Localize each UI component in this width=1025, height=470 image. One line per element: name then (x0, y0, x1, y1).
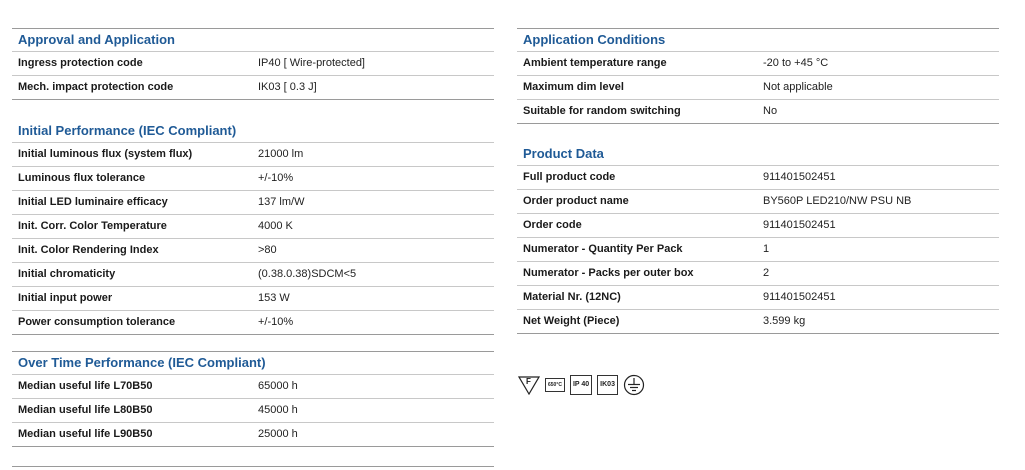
table-row (12, 375, 494, 399)
row-label: Initial input power (18, 292, 113, 304)
table-row (12, 263, 494, 287)
glow-wire-icon: 650°C (545, 378, 565, 392)
row-value: 1 (763, 243, 770, 255)
ik-rating-icon: IK03 (597, 375, 618, 395)
table-row (12, 239, 494, 263)
row-label: Init. Color Rendering Index (18, 244, 159, 256)
table-row (517, 166, 999, 190)
table-row (517, 76, 999, 100)
certification-icons (518, 374, 645, 396)
row-value: 153 W (258, 292, 290, 304)
row-value: 45000 h (258, 404, 298, 416)
row-value: 137 lm/W (258, 196, 305, 208)
row-label: Initial chromaticity (18, 268, 116, 280)
row-value: 911401502451 (763, 219, 836, 231)
table-row (12, 52, 494, 76)
row-label: Numerator - Packs per outer box (523, 267, 694, 279)
table-row (12, 399, 494, 423)
row-label: Ambient temperature range (523, 57, 667, 69)
initial-performance-section (12, 120, 494, 335)
table-row (12, 215, 494, 239)
row-value: >80 (258, 244, 277, 256)
row-label: Mech. impact protection code (18, 81, 174, 93)
section-title-overtime: Over Time Performance (IEC Compliant) (12, 352, 494, 375)
row-value: 911401502451 (763, 291, 836, 303)
table-row (517, 262, 999, 286)
over-time-section (12, 351, 494, 447)
table-row (517, 238, 999, 262)
table-row (517, 190, 999, 214)
table-row (12, 423, 494, 447)
row-value: +/-10% (258, 172, 294, 184)
f-mark-label: F (526, 377, 531, 386)
divider (12, 466, 494, 467)
row-value: Not applicable (763, 81, 833, 93)
product-data-section (517, 143, 999, 334)
section-title-product: Product Data (517, 143, 999, 166)
table-row (12, 287, 494, 311)
row-label: Full product code (523, 171, 616, 183)
row-value: 3.599 kg (763, 315, 806, 327)
section-title-conditions: Application Conditions (517, 29, 999, 52)
row-label: Material Nr. (12NC) (523, 291, 621, 303)
row-value: BY560P LED210/NW PSU NB (763, 195, 912, 207)
table-row (12, 311, 494, 335)
row-value: 4000 K (258, 220, 293, 232)
row-value: -20 to +45 °C (763, 57, 829, 69)
row-label: Ingress protection code (18, 57, 143, 69)
row-label: Numerator - Quantity Per Pack (523, 243, 683, 255)
row-label: Suitable for random switching (523, 105, 681, 117)
row-label: Median useful life L70B50 (18, 380, 153, 392)
f-mark-icon (518, 375, 540, 395)
row-value: (0.38.0.38)SDCM<5 (258, 268, 357, 280)
table-row (12, 76, 494, 100)
approval-section (12, 28, 494, 100)
table-row (517, 310, 999, 334)
row-label: Maximum dim level (523, 81, 624, 93)
row-value: 911401502451 (763, 171, 836, 183)
row-label: Order code (523, 219, 582, 231)
row-label: Net Weight (Piece) (523, 315, 620, 327)
ip-rating-icon: IP 40 (570, 375, 592, 395)
table-row (12, 191, 494, 215)
row-value: 2 (763, 267, 770, 279)
application-conditions-section (517, 28, 999, 124)
row-value: +/-10% (258, 316, 294, 328)
table-row (517, 52, 999, 76)
row-label: Init. Corr. Color Temperature (18, 220, 167, 232)
row-value: 21000 lm (258, 148, 304, 160)
row-label: Initial luminous flux (system flux) (18, 148, 193, 160)
row-label: Order product name (523, 195, 629, 207)
row-value: IP40 [ Wire-protected] (258, 57, 365, 69)
row-value: No (763, 105, 778, 117)
row-value: 65000 h (258, 380, 298, 392)
row-label: Initial LED luminaire efficacy (18, 196, 168, 208)
section-title-initial: Initial Performance (IEC Compliant) (12, 120, 494, 143)
row-label: Power consumption tolerance (18, 316, 176, 328)
table-row (12, 167, 494, 191)
row-value: IK03 [ 0.3 J] (258, 81, 317, 93)
row-label: Luminous flux tolerance (18, 172, 146, 184)
table-row (517, 100, 999, 124)
row-label: Median useful life L90B50 (18, 428, 153, 440)
section-title-approval: Approval and Application (12, 29, 494, 52)
row-value: 25000 h (258, 428, 298, 440)
table-row (517, 214, 999, 238)
earth-ground-icon (623, 374, 645, 396)
table-row (517, 286, 999, 310)
table-row (12, 143, 494, 167)
row-label: Median useful life L80B50 (18, 404, 153, 416)
